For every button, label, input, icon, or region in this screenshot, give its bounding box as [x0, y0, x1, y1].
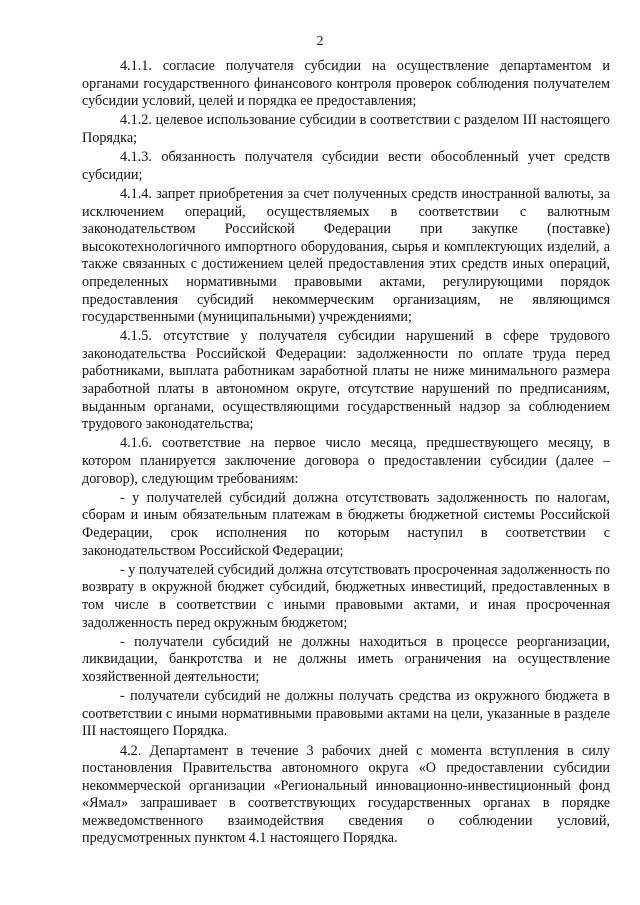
requirement-tax-debt: - у получателей субсидий должна отсутствовать задолженность по налогам, сборам и иным обязательным платежам в бюджеты бюджетной системы Российской Федерации, срок исполнения по которым наступил в соответствии с законодательством Российской Федерации; [82, 489, 610, 559]
paragraph-4-1-6: 4.1.6. соответствие на первое число месяца, предшествующего месяцу, в котором планируется заключение договора о предоставлении субсидии (далее – договор), следующим требованиям: [82, 435, 610, 487]
requirement-no-other-funds: - получатели субсидий не должны получать средства из окружного бюджета в соответствии с иными нормативными правовыми актами на цели, указанные в разделе III настоящего Порядка. [82, 688, 610, 740]
paragraph-4-1-3: 4.1.3. обязанность получателя субсидии вести обособленный учет средств субсидии; [82, 149, 610, 183]
requirement-overdue-debt: - у получателей субсидий должна отсутствовать просроченная задолженность по возврату в окружной бюджет субсидий, бюджетных инвестиций, предоставленных в том числе в соответствии с иными правовыми актами, и иная просроченная задолженность перед окружным бюджетом; [82, 561, 610, 631]
paragraph-4-1-4: 4.1.4. запрет приобретения за счет полученных средств иностранной валюты, за исключением операций, осуществляемых в соответствии с валютным законодательством Российской Федерации при закупке (поставке) высокотехнологичного импортного оборудования, сырья и комплектующих изделий, а также связанных с достижением целей предоставления этих средств иных операций, определенных нормативными правовыми актами, регулирующими порядок предоставления субсидий некоммерческим организациям, не являющимся государственными (муниципальными) учреждениями; [82, 185, 610, 326]
page-number: 2 [316, 34, 324, 49]
paragraph-4-1-2: 4.1.2. целевое использование субсидии в соответствии с разделом III настоящего Порядка; [82, 112, 610, 146]
document-body [82, 58, 610, 850]
requirement-reorganization: - получатели субсидий не должны находиться в процессе реорганизации, ликвидации, банкротства и не должны иметь ограничения на осуществление хозяйственной деятельности; [82, 633, 610, 685]
paragraph-4-1-5: 4.1.5. отсутствие у получателя субсидии нарушений в сфере трудового законодательства Российской Федерации: задолженности по оплате труда перед работниками, выплата работникам заработной платы не ниже минимального размера заработной платы в автономном округе, отсутствие нарушений по предписаниям, выданным органами, осуществляющими государственный надзор за соблюдением трудового законодательства; [82, 328, 610, 433]
paragraph-4-1-1: 4.1.1. согласие получателя субсидии на осуществление департаментом и органами государственного финансового контроля проверок соблюдения получателем субсидии условий, целей и порядка ее предоставления; [82, 58, 610, 110]
paragraph-4-2: 4.2. Департамент в течение 3 рабочих дней с момента вступления в силу постановления Правительства автономного округа «О предоставлении субсидии некоммерческой организации «Региональный инновационно-инвестиционный фонд «Ямал» запрашивает в соответствующих государственных органах в порядке межведомственного взаимодействия сведения о соблюдении условий, предусмотренных пунктом 4.1 настоящего Порядка. [82, 742, 610, 847]
